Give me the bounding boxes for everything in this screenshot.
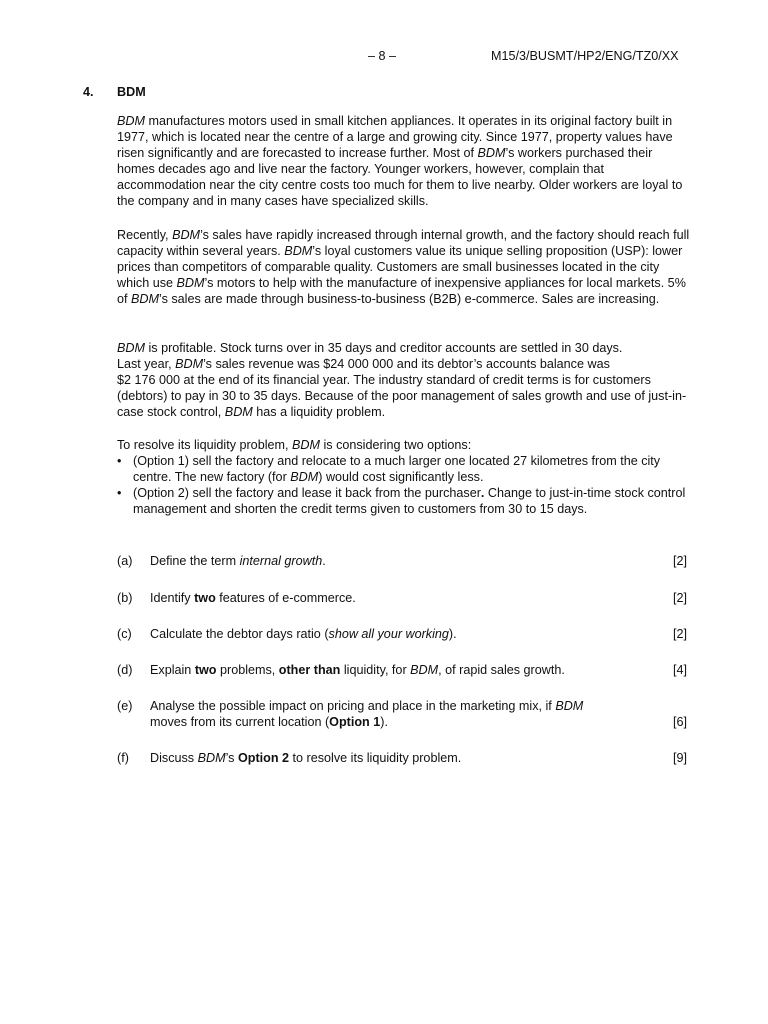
- subquestion-marks: [6]: [672, 715, 687, 729]
- subquestion-text: Discuss BDM’s Option 2 to resolve its liquidity problem.: [150, 751, 462, 765]
- subquestion-marks: [2]: [672, 627, 687, 641]
- subquestion-label: (c): [117, 627, 132, 641]
- subquestion-text: Analyse the possible impact on pricing and place in the marketing mix, if BDM moves from its current location (Option 1).: [150, 699, 584, 729]
- case-paragraph-3: BDM is profitable. Stock turns over in 35 days and creditor accounts are settled in 30 days. Last year, BDM’s sales revenue was $24 000 000 and its debtor’s accounts balance was $2 176 000 at the end of its financial year. The industry standard of credit terms is for customers (debtors) to pay in 30 to 35 days. Because of the poor management of sales growth and use of just-in-case stock control, BDM has a liquidity problem.: [117, 341, 687, 419]
- subquestion-marks: [2]: [672, 591, 687, 605]
- subquestion-text: Identify two features of e-commerce.: [150, 591, 356, 605]
- subquestion-label: (d): [117, 663, 133, 677]
- option-2: • (Option 2) sell the factory and lease it back from the purchaser. Change to just-in-time stock control management and shorten the credit terms given to customers from 30 to 15 days.: [117, 485, 692, 517]
- subquestion-label: (a): [117, 554, 133, 568]
- option-1: • (Option 1) sell the factory and relocate to a much larger one located 27 kilometres from the city centre. The new factory (for BDM) would cost significantly less.: [117, 453, 692, 485]
- subquestion-label: (f): [117, 751, 129, 765]
- question-title: BDM: [117, 85, 146, 99]
- options-intro: To resolve its liquidity problem, BDM is considering two options:: [117, 438, 472, 452]
- options-list: [117, 453, 692, 517]
- subquestion-text: Explain two problems, other than liquidity, for BDM, of rapid sales growth.: [150, 663, 565, 677]
- subquestion-marks: [2]: [672, 554, 687, 568]
- page-number: – 8 –: [368, 49, 397, 63]
- subquestion-text: Define the term internal growth.: [150, 554, 326, 568]
- document-code: M15/3/BUSMT/HP2/ENG/TZ0/XX: [491, 49, 679, 63]
- case-paragraph-2: Recently, BDM’s sales have rapidly increased through internal growth, and the factory should reach full capacity within several years. BDM’s loyal customers value its unique selling proposition (USP): lower prices than competitors of comparable quality. Customers are small businesses located in the city which use BDM’s motors to help with the manufacture of inexpensive appliances for local markets. 5% of BDM’s sales are made through business-to-business (B2B) e-commerce. Sales are increasing.: [117, 228, 690, 306]
- subquestion-label: (b): [117, 591, 133, 605]
- case-paragraph-1: BDM manufactures motors used in small kitchen appliances. It operates in its original factory built in 1977, which is located near the centre of a large and growing city. Since 1977, property values have risen significantly and are forecasted to increase further. Most of BDM’s workers purchased their homes decades ago and live near the factory. Younger workers, however, complain that accommodation near the city centre costs too much for them to live nearby. Older workers are loyal to the company and in many cases have specialized skills.: [117, 114, 683, 208]
- subquestion-text: Calculate the debtor days ratio (show all your working).: [150, 627, 457, 641]
- question-number: 4.: [83, 85, 94, 99]
- subquestion-marks: [4]: [672, 663, 687, 677]
- subquestion-label: (e): [117, 699, 133, 713]
- subquestion-marks: [9]: [672, 751, 687, 765]
- options-block: [117, 437, 692, 517]
